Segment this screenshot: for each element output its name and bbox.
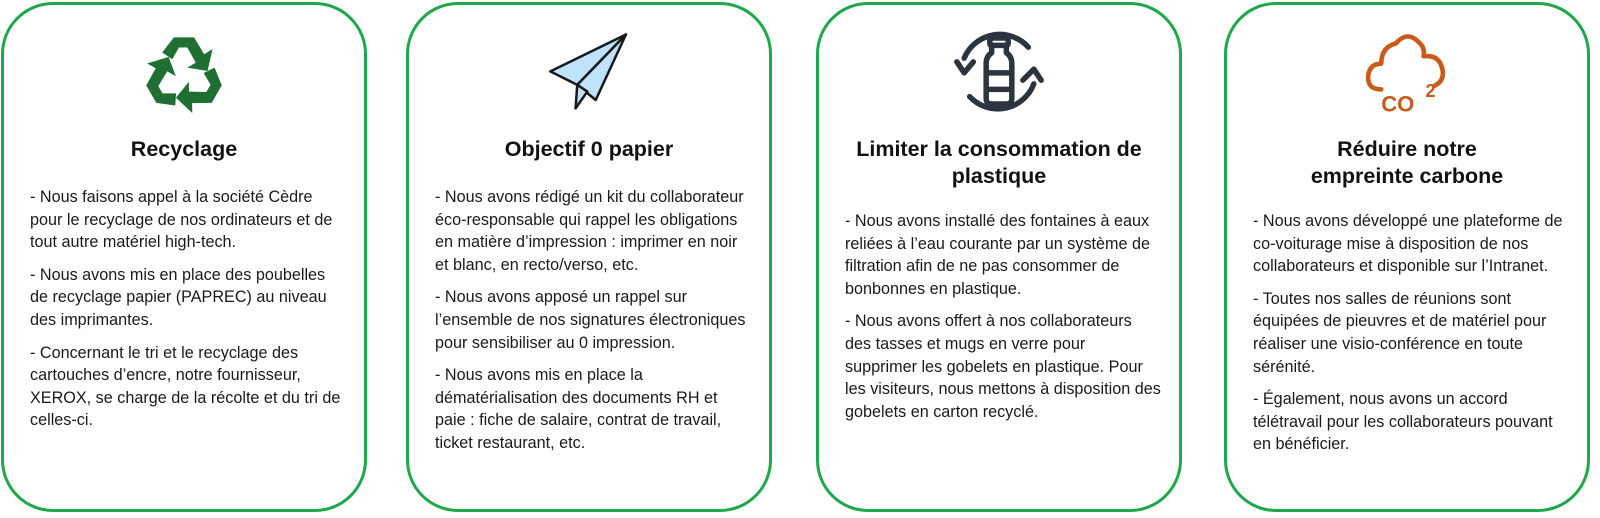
card-title: Limiter la consommation de plastique — [856, 137, 1142, 188]
card-paragraph: - Nous avons développé une plateforme de co-voiturage mise à disposition de nos collaborateurs et disponible sur l’Intranet. — [1253, 212, 1563, 276]
card-empreinte-carbone — [1224, 2, 1590, 512]
card-objectif-0-papier — [406, 2, 772, 512]
card-paragraph: - Nous avons mis en place des poubelles de recyclage papier (PAPREC) au niveau des imprimantes. — [30, 265, 327, 329]
card-body — [435, 186, 751, 465]
plastic-bottle-cycle-icon — [944, 27, 1054, 115]
co2-subscript: 2 — [1425, 79, 1436, 101]
card-paragraph: - Nous avons installé des fontaines à eaux reliées à l’eau courante par un système de filtration afin de ne pas consommer de bonbonnes en plastique. — [845, 212, 1151, 298]
card-paragraph: - Nous faisons appel à la société Cèdre pour le recyclage de nos ordinateurs et de tout autre matériel high-tech. — [30, 188, 333, 252]
card-paragraph: - Nous avons mis en place la dématérialisation des documents RH et paie : fiche de salaire, contrat de travail, ticket restaurant, etc. — [435, 366, 722, 452]
card-paragraph: - Également, nous avons un accord télétravail pour les collaborateurs pouvant en bénéficier. — [1253, 390, 1553, 454]
card-limiter-plastique — [816, 2, 1182, 512]
paper-plane-icon — [547, 31, 631, 111]
card-recyclage — [1, 2, 367, 512]
card-body — [1253, 210, 1569, 466]
card-body — [845, 210, 1161, 433]
card-title: Recyclage — [130, 137, 238, 161]
recycle-icon — [142, 29, 226, 113]
card-title: Réduire notre empreinte carbone — [1310, 137, 1504, 188]
co2-cloud-icon — [1361, 25, 1453, 117]
card-paragraph: - Toutes nos salles de réunions sont équipées de pieuvres et de matériel pour réaliser une visio-conférence en toute sérénité. — [1253, 289, 1547, 376]
card-paragraph: - Nous avons apposé un rappel sur l’ensemble de nos signatures électroniques pour sensibiliser au 0 impression. — [435, 288, 746, 352]
card-paragraph: - Concernant le tri et le recyclage des cartouches d’encre, notre fournisseur, XEROX, se charge de la récolte et du tri de celles-ci. — [30, 343, 341, 430]
card-title: Objectif 0 papier — [504, 137, 674, 161]
card-body — [30, 186, 346, 442]
card-paragraph: - Nous avons offert à nos collaborateurs des tasses et mugs en verre pour supprimer les gobelets en plastique. Pour les visiteurs, nous mettons à disposition des gobelets en carton recyclé. — [845, 312, 1161, 421]
card-paragraph: - Nous avons rédigé un kit du collaborateur éco-responsable qui rappel les obligations en matière d’impression : imprimer en noir et blanc, en recto/verso, etc. — [435, 188, 744, 274]
co2-text: CO — [1381, 91, 1415, 117]
